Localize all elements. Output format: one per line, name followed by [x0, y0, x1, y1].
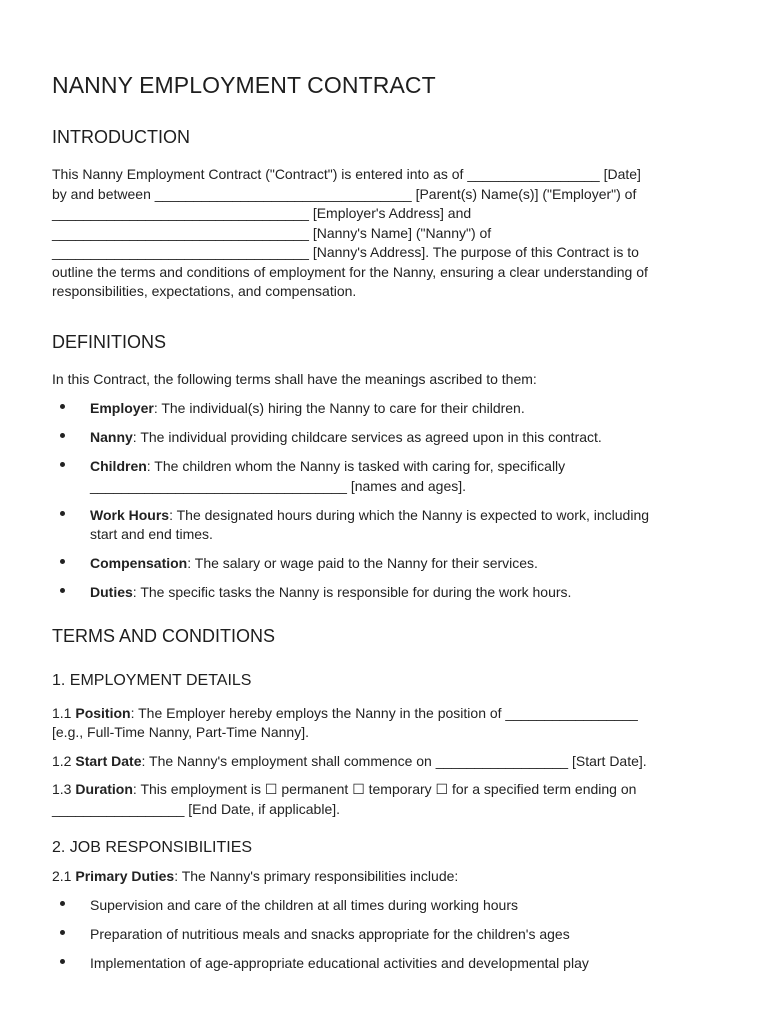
- clause-number: 2.1: [52, 868, 76, 884]
- list-item: [52, 506, 718, 545]
- clause-primary-duties: [52, 867, 718, 887]
- definitions-lead: In this Contract, the following terms shall have the meanings ascribed to them:: [52, 370, 537, 387]
- intro-line: This Nanny Employment Contract ("Contract") is entered into as of _________________ [Date]: [52, 166, 641, 182]
- clause-position: [52, 704, 718, 743]
- bullet-icon: [60, 462, 65, 467]
- bullet-icon: [60, 559, 65, 564]
- list-item: [52, 583, 718, 603]
- definitions-heading: DEFINITIONS: [52, 331, 167, 352]
- job-responsibilities-heading: 2. JOB RESPONSIBILITIES: [52, 839, 253, 856]
- definition-text: : The individual providing childcare services as agreed upon in this contract.: [132, 429, 602, 445]
- clause-term: Start Date: [75, 752, 142, 769]
- document-title: NANNY EMPLOYMENT CONTRACT: [52, 72, 436, 98]
- list-item: [52, 554, 718, 574]
- bullet-icon: [60, 511, 65, 516]
- definition-text: : The specific tasks the Nanny is responsible for during the work hours.: [132, 584, 572, 600]
- list-item: [52, 457, 718, 496]
- list-item: [52, 925, 718, 945]
- list-item: [52, 896, 718, 916]
- responsibilities-list: [52, 896, 718, 974]
- responsibility-text: Implementation of age-appropriate educational activities and developmental play: [90, 955, 589, 972]
- definition-term: Children: [90, 458, 147, 474]
- bullet-icon: [60, 901, 65, 906]
- definition-text: _________________________________ [names and ages].: [90, 477, 467, 494]
- definition-term: Compensation: [90, 555, 188, 571]
- definition-term: Employer: [90, 400, 154, 416]
- list-item: [52, 428, 718, 448]
- clause-start-date: [52, 752, 718, 772]
- clause-text: : The Employer hereby employs the Nanny in the position of _________________: [130, 704, 638, 721]
- intro-line: _________________________________ [Nanny's Address]. The purpose of this Contract is to: [52, 244, 639, 260]
- definition-term: Nanny: [90, 429, 133, 445]
- clause-text: : The Nanny's primary responsibilities include:: [174, 868, 459, 884]
- definition-term: Duties: [90, 584, 133, 600]
- intro-line: responsibilities, expectations, and compensation.: [52, 283, 357, 299]
- clause-term: Primary Duties: [75, 868, 175, 884]
- responsibility-text: Supervision and care of the children at all times during working hours: [90, 896, 519, 913]
- bullet-icon: [60, 959, 65, 964]
- clause-text: [e.g., Full-Time Nanny, Part-Time Nanny].: [52, 724, 309, 740]
- clause-text: : This employment is ☐ permanent ☐ temporary ☐ for a specified term ending on: [132, 781, 637, 797]
- clause-term: Position: [75, 704, 131, 721]
- introduction-heading: INTRODUCTION: [52, 127, 190, 147]
- bullet-icon: [60, 433, 65, 438]
- definition-text: : The designated hours during which the Nanny is expected to work, including: [169, 506, 650, 523]
- employment-details-heading: 1. EMPLOYMENT DETAILS: [52, 671, 252, 689]
- definitions-list: [52, 399, 718, 603]
- clause-number: 1.3: [52, 781, 76, 797]
- intro-line: _________________________________ [Nanny's Name] ("Nanny") of: [52, 224, 492, 241]
- introduction-paragraph: [52, 165, 718, 302]
- bullet-icon: [60, 404, 65, 409]
- clause-text: : The Nanny's employment shall commence on _________________ [Start Date].: [141, 752, 647, 769]
- intro-line: by and between _________________________________ [Parent(s) Name(s)] ("Employer") of: [52, 185, 637, 202]
- definition-text: : The individual(s) hiring the Nanny to care for their children.: [153, 400, 525, 416]
- definition-term: Work Hours: [90, 506, 170, 523]
- responsibility-text: Preparation of nutritious meals and snacks appropriate for the children's ages: [90, 925, 570, 942]
- terms-heading: TERMS AND CONDITIONS: [52, 625, 276, 646]
- bullet-icon: [60, 930, 65, 935]
- clause-number: 1.2: [52, 752, 76, 769]
- intro-line: _________________________________ [Employer's Address] and: [52, 205, 472, 221]
- clause-term: Duration: [75, 781, 133, 797]
- clause-number: 1.1: [52, 704, 76, 721]
- list-item: [52, 399, 718, 419]
- list-item: [52, 954, 718, 974]
- definition-text: : The salary or wage paid to the Nanny for their services.: [187, 555, 538, 571]
- bullet-icon: [60, 588, 65, 593]
- definition-text: : The children whom the Nanny is tasked with caring for, specifically: [146, 458, 566, 474]
- clause-text: _________________ [End Date, if applicable].: [52, 800, 341, 817]
- clause-duration: [52, 780, 718, 819]
- intro-line: outline the terms and conditions of employment for the Nanny, ensuring a clear understanding of: [52, 263, 648, 280]
- definition-text: start and end times.: [90, 526, 213, 542]
